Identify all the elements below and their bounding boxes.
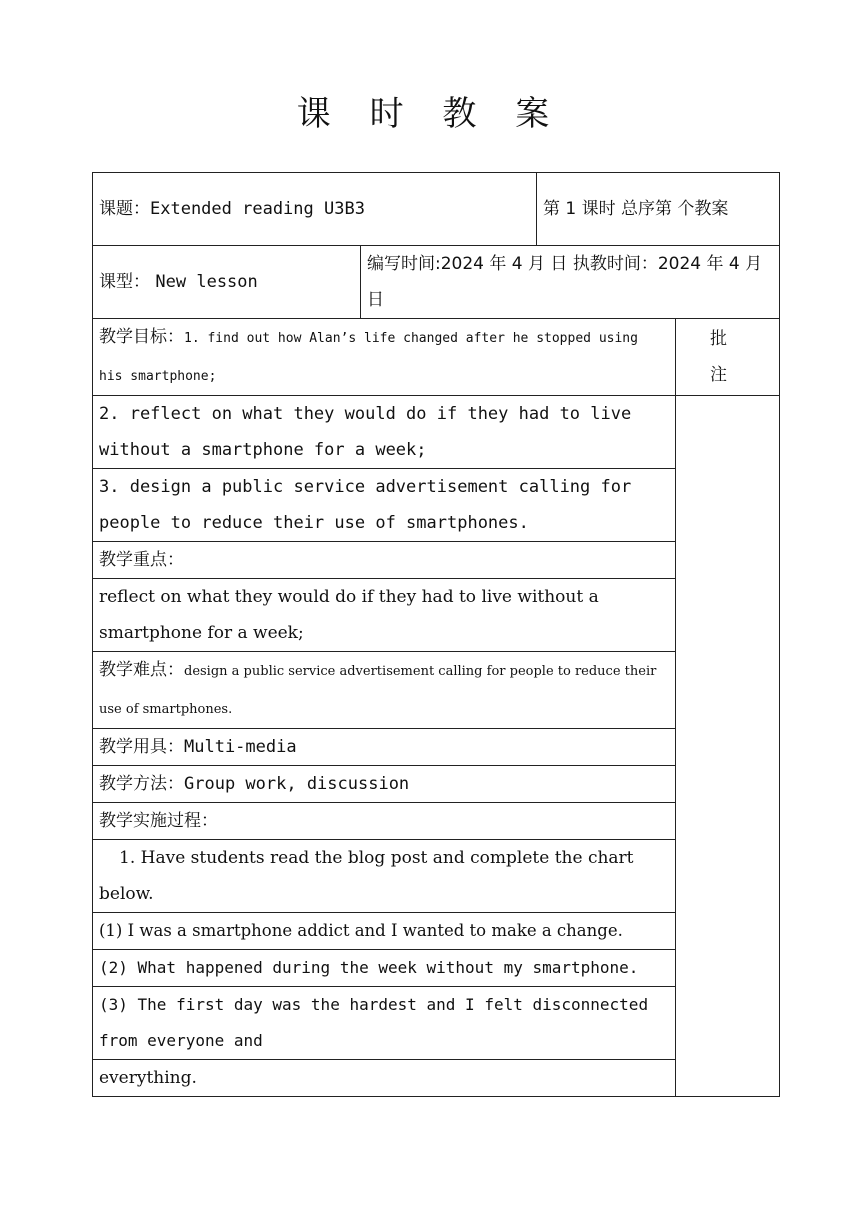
time-info-cell: 编写时间:2024 年 4 月 日 执教时间：2024 年 4 月 日 [361,246,780,319]
process-step-1 [93,840,676,913]
lesson-plan-table [92,172,780,1097]
lesson-info-cell: 第 1 课时 总序第 个教案 [537,173,780,246]
objectives-label: 教学目标： [99,327,184,347]
tools-cell [93,729,676,766]
annotation-header: 批 注 [676,319,780,396]
objective-item-2: 2. reflect on what they would do if they had to live without a smartphone for a week; [93,396,676,469]
type-label: 课型： [99,272,150,292]
objective-row-1 [93,319,780,396]
methods-cell [93,766,676,803]
page-title: 课 时 教 案 [296,94,564,134]
objective-item-1: 1. find out how Alan’s life changed after he stopped using his smartphone; [99,331,638,384]
type-row [93,246,780,319]
objective-row-2 [93,396,780,469]
process-step-1-text: 1. Have students read the blog post and complete the chart below. [99,848,634,904]
methods-label: 教学方法： [99,774,184,794]
topic-cell [93,173,537,246]
objective-item-3: 3. design a public service advertisement calling for people to reduce their use of smartphones. [93,469,676,542]
process-line-2: (2) What happened during the week without my smartphone. [93,950,676,987]
tools-content: Multi-media [184,737,297,757]
difficulties-cell [93,652,676,729]
process-line-4: everything. [93,1060,676,1097]
type-cell [93,246,361,319]
topic-label: 课题： [99,199,150,219]
difficulties-label: 教学难点： [99,660,184,680]
topic-row [93,173,780,246]
topic-value: Extended reading U3B3 [150,199,365,219]
process-label: 教学实施过程： [93,803,676,840]
objective-cell-1 [93,319,676,396]
process-line-1: (1) I was a smartphone addict and I wanted to make a change. [93,913,676,950]
difficulties-content: design a public service advertisement calling for people to reduce their use of smartphones. [99,664,657,717]
key-points-label: 教学重点： [93,542,676,579]
type-value: New lesson [155,272,258,292]
process-line-3: (3) The first day was the hardest and I felt disconnected from everyone and [93,987,676,1060]
methods-content: Group work, discussion [184,774,410,794]
annotation-area [676,396,780,1097]
key-points-content: reflect on what they would do if they had to live without a smartphone for a week; [93,579,676,652]
tools-label: 教学用具： [99,737,184,757]
